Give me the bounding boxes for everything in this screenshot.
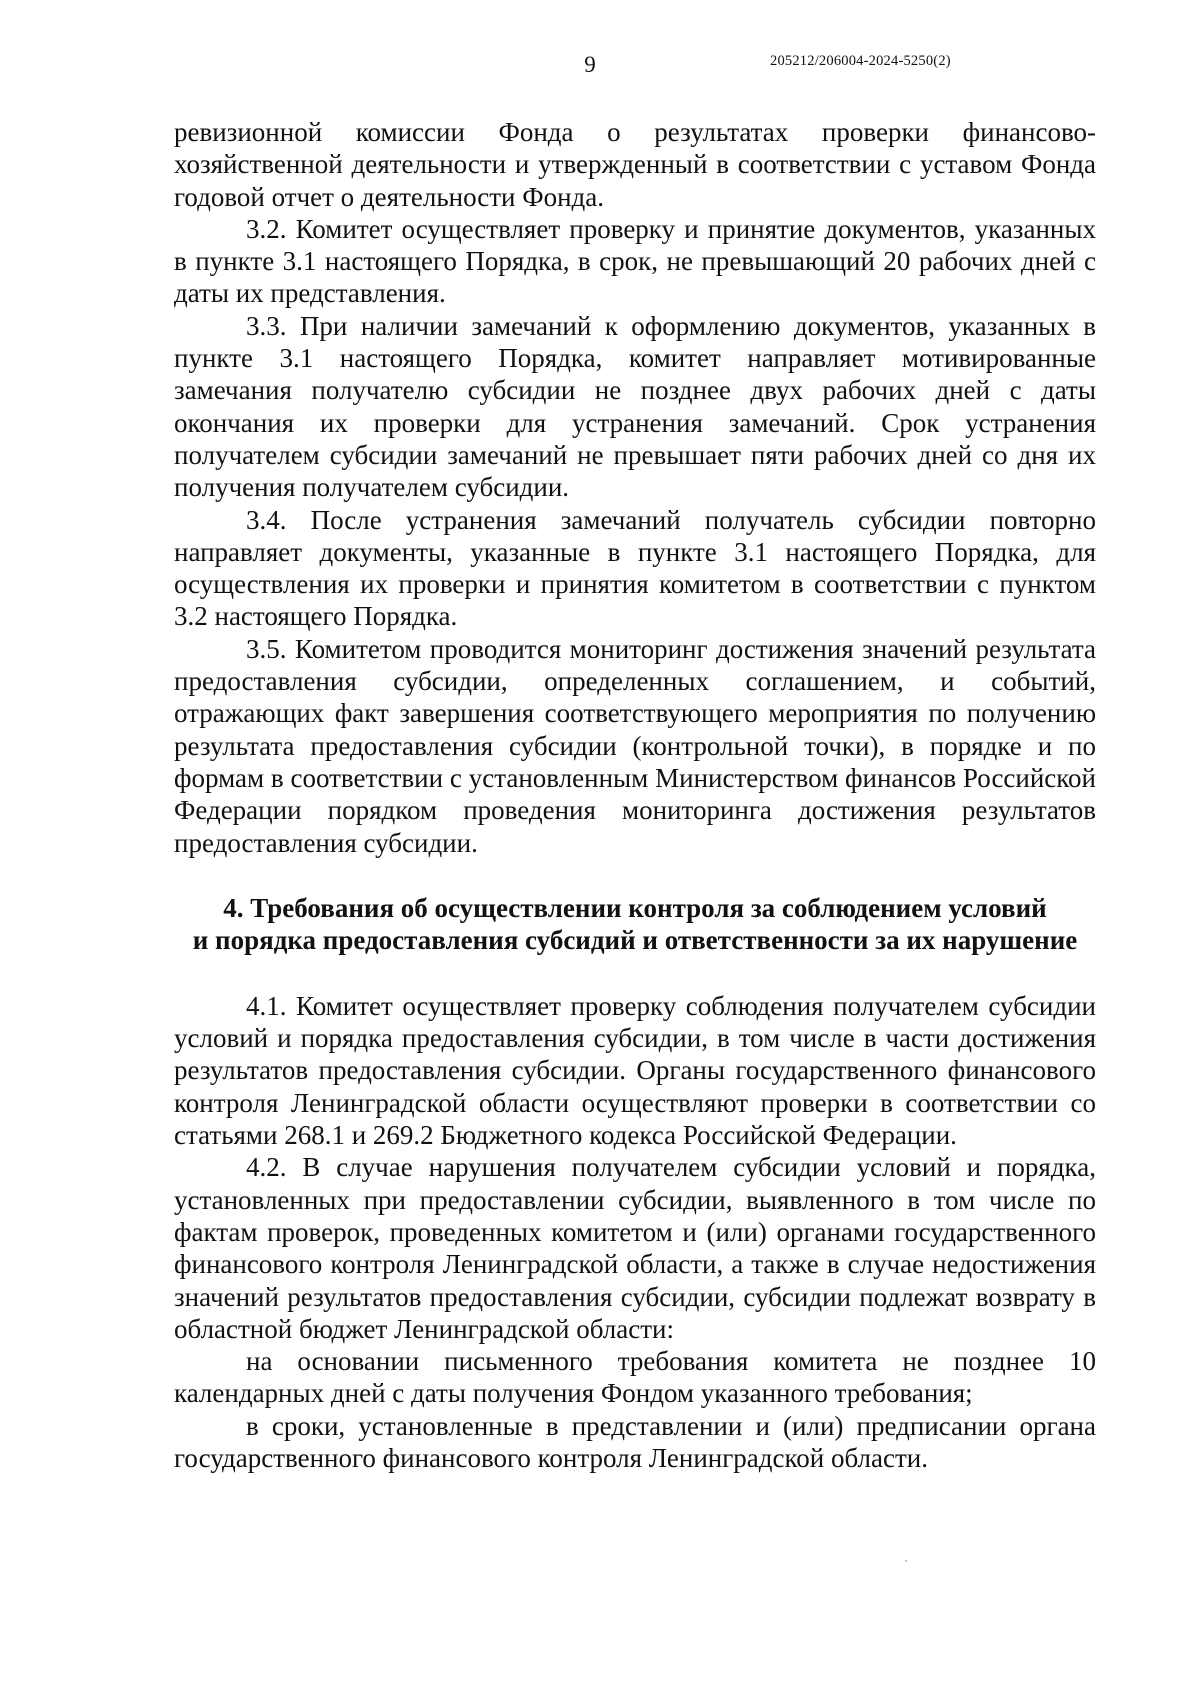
paragraph-4-2-item-2: в сроки, установленные в представлении и (или) предписании органа государственного финансового контроля Ленинградской области. xyxy=(174,1410,1096,1473)
paragraph-3-5: 3.5. Комитетом проводится мониторинг достижения значений результата предоставления субсидии, определенных соглашением, и событий, отражающих факт завершения соответствующего мероприятия по получению результата предоставления субсидии (контрольной точки), в порядке и по формам в соответствии с установленным Министерством финансов Российской Федерации порядком проведения мониторинга достижения результатов предоставления субсидии. xyxy=(174,633,1096,858)
spacer xyxy=(174,957,1096,990)
document-registration-number: 205212/206004-2024-5250(2) xyxy=(770,53,951,69)
document-body xyxy=(174,116,1096,1474)
section-4-heading-line-1: 4. Требования об осуществлении контроля за соблюдением условий xyxy=(223,892,1047,923)
spacer xyxy=(174,859,1096,892)
paragraph-3-4: 3.4. После устранения замечаний получатель субсидии повторно направляет документы, указанные в пункте 3.1 настоящего Порядка, для осуществления их проверки и принятия комитетом в соответствии с пунктом 3.2 настоящего Порядка. xyxy=(174,504,1096,632)
paragraph-3-2: 3.2. Комитет осуществляет проверку и принятие документов, указанных в пункте 3.1 настоящего Порядка, в срок, не превышающий 20 рабочих дней с даты их представления. xyxy=(174,213,1096,309)
paragraph-4-2-item-1: на основании письменного требования комитета не позднее 10 календарных дней с даты получения Фондом указанного требования; xyxy=(174,1346,1096,1409)
paragraph-3-3: 3.3. При наличии замечаний к оформлению документов, указанных в пункте 3.1 настоящего Порядка, комитет направляет мотивированные замечания получателю субсидии не позднее двух рабочих дней с даты окончания их проверки для устранения замечаний. Срок устранения получателем субсидии замечаний не превышает пяти рабочих дней со дня их получения получателем субсидии. xyxy=(174,310,1096,503)
paragraph-continuation: ревизионной комиссии Фонда о результатах проверки финансово-хозяйственной деятельности и утвержденный в соответствии с уставом Фонда годовой отчет о деятельности Фонда. xyxy=(174,117,1096,212)
scan-speck xyxy=(905,1560,907,1562)
section-4-heading-line-2: и порядка предоставления субсидий и ответственности за их нарушение xyxy=(192,925,1078,956)
paragraph-4-2: 4.2. В случае нарушения получателем субсидии условий и порядка, установленных при предоставлении субсидии, выявленного в том числе по фактам проверок, проведенных комитетом и (или) органами государственного финансового контроля Ленинградской области, а также в случае недостижения значений результатов предоставления субсидии, субсидии подлежат возврату в областной бюджет Ленинградской области: xyxy=(174,1152,1096,1344)
paragraph-4-1: 4.1. Комитет осуществляет проверку соблюдения получателем субсидии условий и порядка предоставления субсидии, в том числе в части достижения результатов предоставления субсидии. Органы государственного финансового контроля Ленинградской области осуществляют проверки в соответствии со статьями 268.1 и 269.2 Бюджетного кодекса Российской Федерации. xyxy=(174,990,1096,1151)
page-number: 9 xyxy=(584,52,596,77)
section-4-heading xyxy=(174,892,1096,957)
